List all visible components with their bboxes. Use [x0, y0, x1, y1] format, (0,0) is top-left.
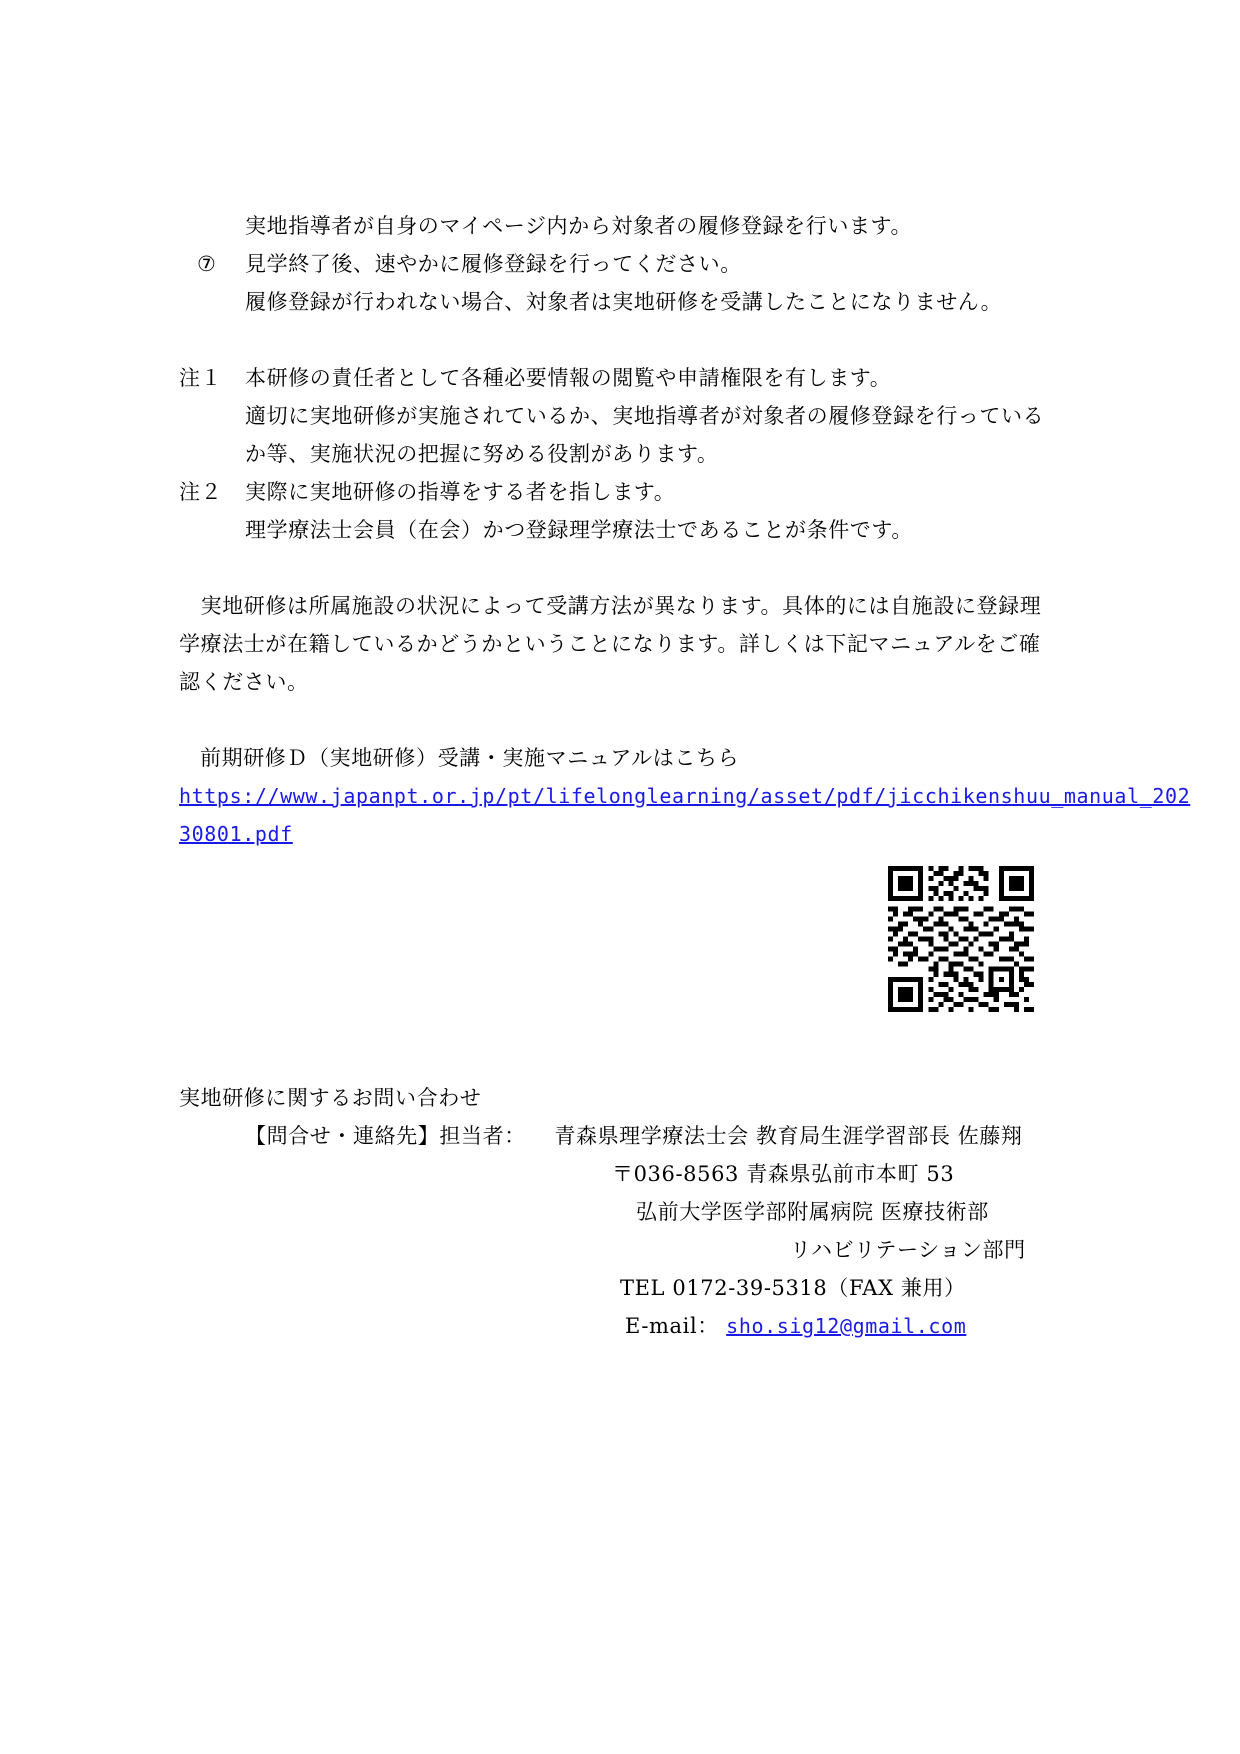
- contact-org-2: リハビリテーション部門: [790, 1238, 1026, 1262]
- body-line-1: 実地指導者が自身のマイページ内から対象者の履修登録を行います。: [245, 214, 913, 238]
- note-1-line-1: 本研修の責任者として各種必要情報の閲覧や申請権限を有します。: [245, 366, 892, 390]
- manual-url-link-line-2[interactable]: 30801.pdf: [179, 822, 293, 846]
- body-line-3: 履修登録が行われない場合、対象者は実地研修を受講したことになりません。: [245, 290, 1003, 314]
- contact-email-row: [625, 1312, 966, 1340]
- item-7-marker: ⑦: [197, 252, 217, 276]
- contact-label: 【問合せ・連絡先】担当者：: [245, 1124, 526, 1148]
- contact-label-row: [245, 1122, 1023, 1150]
- paragraph-line-1: 実地研修は所属施設の状況によって受講方法が異なります。具体的には自施設に登録理: [179, 594, 1042, 618]
- note-1-line-2: 適切に実地研修が実施されているか、実地指導者が対象者の履修登録を行っている: [245, 404, 1045, 428]
- manual-url-line-2-wrap: [179, 820, 293, 848]
- note-1-label: 注１: [179, 366, 223, 390]
- manual-title: 前期研修Ｄ（実地研修）受講・実施マニュアルはこちら: [200, 746, 740, 770]
- item-7: [197, 250, 742, 278]
- manual-url-link-line-1[interactable]: https://www.japanpt.or.jp/pt/lifelonglearning/asset/pdf/jicchikenshuu_manual_202: [179, 784, 1191, 808]
- contact-heading: 実地研修に関するお問い合わせ: [179, 1086, 482, 1110]
- qr-code-icon[interactable]: [888, 866, 1034, 1012]
- note-1-line-3: か等、実施状況の把握に努める役割があります。: [245, 442, 719, 466]
- paragraph-line-2: 学療法士が在籍しているかどうかということになります。詳しくは下記マニュアルをご確: [179, 632, 1041, 656]
- note-2-label: 注２: [179, 480, 223, 504]
- paragraph-line-3: 認ください。: [179, 670, 309, 694]
- contact-person: 青森県理学療法士会 教育局生涯学習部長 佐藤翔: [554, 1124, 1023, 1148]
- contact-email-link[interactable]: sho.sig12@gmail.com: [726, 1314, 967, 1338]
- contact-org-1: 弘前大学医学部附属病院 医療技術部: [636, 1200, 989, 1224]
- note-2-line-2: 理学療法士会員（在会）かつ登録理学療法士であることが条件です。: [245, 518, 913, 542]
- note-2-line-1: 実際に実地研修の指導をする者を指します。: [245, 480, 676, 504]
- contact-email-label: E-mail：: [625, 1314, 719, 1338]
- contact-tel: TEL 0172-39-5318（FAX 兼用）: [620, 1276, 966, 1300]
- item-7-text: 見学終了後、速やかに履修登録を行ってください。: [245, 252, 742, 276]
- contact-address: 〒036-8563 青森県弘前市本町 53: [612, 1162, 955, 1186]
- manual-url-line-1-wrap: [179, 782, 1190, 810]
